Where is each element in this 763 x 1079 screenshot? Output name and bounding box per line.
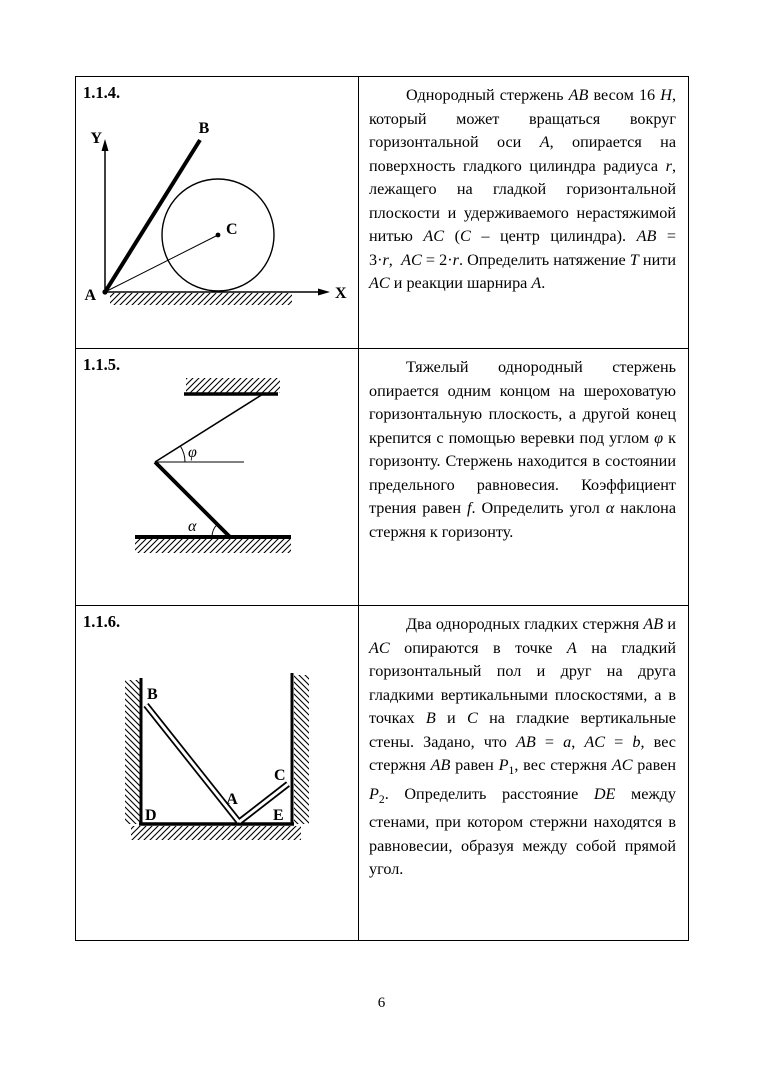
diagram-cell-1-1-4 [76,77,359,348]
label-C: C [226,221,238,238]
problem-text: Два однородных гладких стержня AB и AC опираются в точке A на гладкий горизонтальный пол и друг на друга гладкими вертикальными плоскостями, а в точках B и C на гладкие вертикальные стены. Задано, что AB = a, AC = b, вес стержня AB равен $P_1$, вес стержня AC равен $P_2$. Определить расстояние DE между стенами, при котором стержни находятся в равновесии, образуя между собой прямой угол. [369,615,676,879]
label-Y: Y [90,130,102,147]
label-E: E [273,807,284,824]
problem-number: 1.1.4. [83,83,121,102]
label-X: X [335,285,347,302]
problems-table [75,76,689,941]
diagram-cell-1-1-5 [76,349,359,605]
diagram-rod-rope [76,375,359,600]
ceiling-hatching [186,378,280,393]
center-point-C [216,233,221,238]
rod-AB [105,140,200,292]
problem-text: Однородный стержень AB весом 16 Н, который может вращаться вокруг горизонтальной оси A, опирается на поверхность гладкого цилиндра радиуса r, лежащего на гладкой горизонтальной плоскости и удерживаемого нерастяжимой нитью AC (C – центр цилиндра). AB = 3·r, AC = 2·r. Определить натяжение T нити AC и реакции шарнира A. [369,86,676,292]
label-A: A [84,287,96,304]
page-number: 6 [377,995,386,1011]
problem-number: 1.1.5. [83,355,121,374]
diagram-rod-cylinder [76,103,359,343]
x-axis-arrowhead [318,289,330,296]
floor-hatching [131,826,301,840]
problem-text-cell-1-1-6 [359,606,688,940]
problem-text-cell-1-1-4 [359,77,688,348]
ground-hatching [110,293,292,305]
y-axis-arrowhead [102,139,109,151]
label-B: B [198,120,210,137]
rope [155,394,263,462]
diagram-cell-1-1-6 [76,606,359,940]
diagram-two-rods-walls [76,632,359,932]
label-B: B [147,686,158,703]
label-D: D [145,807,157,824]
problem-row-1-1-4 [76,77,688,349]
problem-text-cell-1-1-5 [359,349,688,605]
problem-row-1-1-6 [76,606,688,940]
problem-row-1-1-5 [76,349,688,606]
rod-AB-core [146,705,239,822]
phi-angle-arc [180,446,185,462]
label-phi: φ [188,444,197,461]
problem-number: 1.1.6. [83,612,121,631]
label-C: C [274,767,286,784]
left-wall-hatching [125,680,140,824]
floor-hatching [135,539,291,553]
right-wall-hatching [294,675,309,824]
label-alpha: α [188,518,197,535]
problem-text: Тяжелый однородный стержень опирается одним концом на шероховатую горизонтальную плоскость, а другой конец крепится с помощью веревки под углом φ к горизонту. Стержень находится в состоянии предельного равновесия. Коэффициент трения равен f. Определить угол α наклона стержня к горизонту. [369,358,677,541]
hinge-A [102,289,107,294]
label-A: A [226,791,238,808]
